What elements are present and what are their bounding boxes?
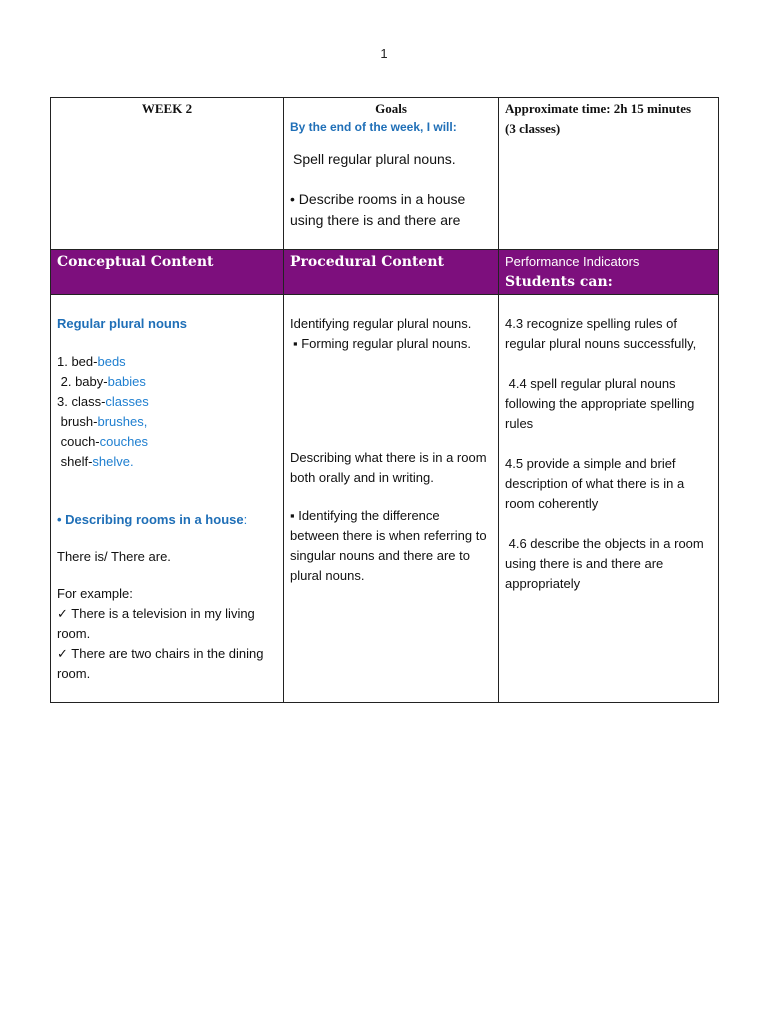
- list-item: couch-couches: [57, 434, 149, 449]
- example-television: ✓ There is a television in my living room.: [57, 606, 255, 641]
- procedural-header: [284, 250, 499, 295]
- indicator-4-3: 4.3 recognize spelling rules of regular plural nouns successfully,: [505, 316, 697, 351]
- time-cell: [499, 98, 719, 250]
- week-label: WEEK 2: [141, 101, 193, 116]
- conceptual-header-text: Conceptual Content: [57, 254, 214, 270]
- topic-describing-rooms: • Describing rooms in a house:: [57, 512, 248, 527]
- goal-describe-rooms: • Describe rooms in a house using there is and there are: [290, 191, 466, 228]
- procedural-describing-room: Describing what there is in a room both orally and in writing.: [290, 450, 487, 485]
- indicator-4-5: 4.5 provide a simple and brief description of what there is in a room coherently: [505, 456, 685, 511]
- indicator-4-4: 4.4 spell regular plural nouns following the appropriate spelling rules: [505, 376, 698, 431]
- class-count: (3 classes): [505, 121, 561, 136]
- list-item: 3. class-classes: [57, 394, 149, 409]
- conceptual-content: [51, 295, 284, 703]
- list-item: shelf-shelve.: [57, 454, 134, 469]
- goals-intro: By the end of the week, I will:: [290, 120, 457, 134]
- lesson-plan-table: [50, 97, 719, 703]
- goal-spell-plural: Spell regular plural nouns.: [293, 151, 456, 167]
- procedural-identifying-plurals: Identifying regular plural nouns.: [290, 316, 472, 331]
- performance-header-bold: Students can:: [505, 274, 613, 290]
- example-intro: For example:: [57, 586, 133, 601]
- goals-cell: [284, 98, 499, 250]
- section-header-row: [51, 250, 719, 295]
- list-item: 1. bed-beds: [57, 354, 126, 369]
- procedural-header-text: Procedural Content: [290, 254, 444, 270]
- week-info-row: [51, 98, 719, 250]
- list-item: 2. baby-babies: [57, 374, 146, 389]
- procedural-content: [284, 295, 499, 703]
- performance-header: [499, 250, 719, 295]
- list-item: brush-brushes,: [57, 414, 148, 429]
- page-number: 1: [380, 46, 388, 61]
- approximate-time: Approximate time: 2h 15 minutes: [505, 101, 692, 116]
- performance-content: [499, 295, 719, 703]
- conceptual-header: [51, 250, 284, 295]
- content-row: [51, 295, 719, 703]
- structure-there-is-are: There is/ There are.: [57, 549, 171, 564]
- indicator-4-6: 4.6 describe the objects in a room using there is and there are appropriately: [505, 536, 708, 591]
- example-chairs: ✓ There are two chairs in the dining room.: [57, 646, 264, 681]
- procedural-forming-plurals: ▪ Forming regular plural nouns.: [293, 336, 472, 351]
- procedural-identifying-difference: ▪ Identifying the difference between there is when referring to singular nouns and there are to plural nouns.: [290, 508, 487, 583]
- performance-header-prefix: Performance Indicators: [505, 254, 640, 269]
- goals-title: Goals: [375, 101, 407, 116]
- topic-regular-plural-nouns: Regular plural nouns: [57, 316, 188, 331]
- week-cell: [51, 98, 284, 250]
